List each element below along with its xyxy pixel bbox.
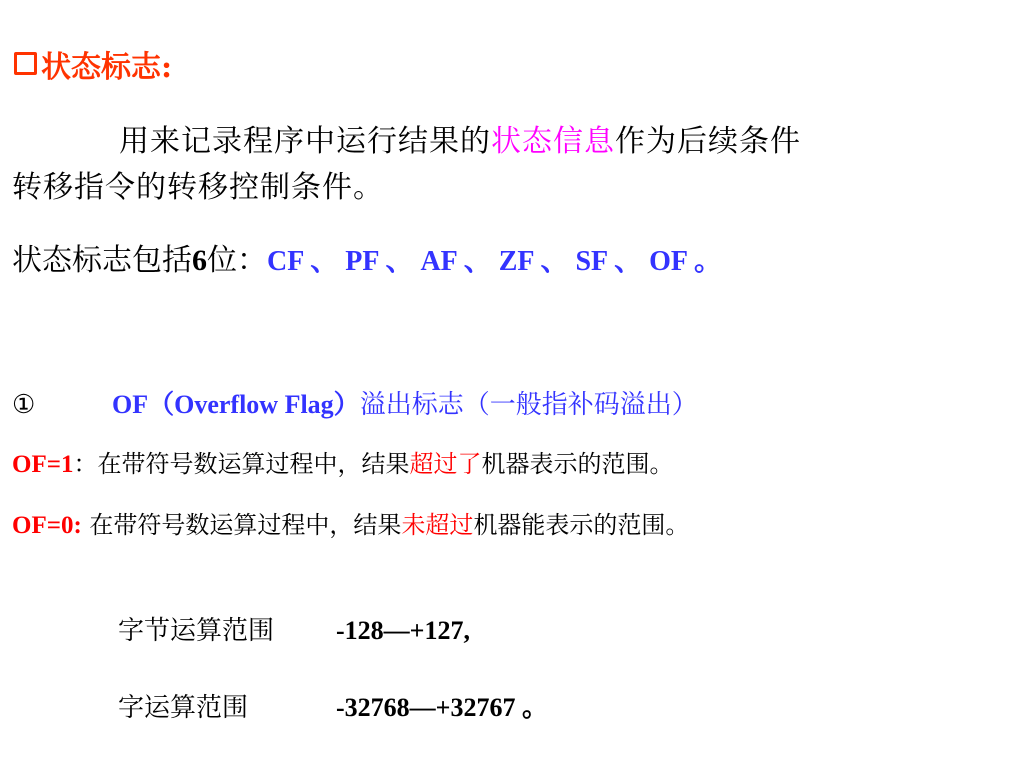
- word-range-value: -32768—+32767 。: [336, 693, 548, 722]
- paragraph-1-line-1: [119, 124, 801, 159]
- byte-range-label: 字节运算范围: [118, 616, 275, 646]
- flags-suffix: 位：: [207, 243, 267, 278]
- flags-count: 6: [192, 244, 207, 277]
- paragraph-2: [12, 243, 722, 278]
- word-range-line: [118, 695, 548, 721]
- of1-highlight: 超过了: [409, 450, 482, 478]
- heading-text: 状态标志: [41, 50, 161, 85]
- of0-text: 在带符号数运算过程中，结果: [81, 511, 402, 539]
- of-flag-description: 溢出标志（一般指补码溢出）: [359, 390, 698, 420]
- heading-colon: :: [161, 50, 173, 85]
- of0-highlight: 未超过: [401, 511, 474, 539]
- byte-range-line: [118, 618, 470, 644]
- byte-range-value: -128—+127,: [336, 616, 470, 645]
- word-range-label: 字运算范围: [118, 693, 249, 723]
- of-equals-1-line: [12, 452, 673, 477]
- item-number: ①: [12, 390, 36, 420]
- of-flag-name: OF（Overflow Flag）: [112, 390, 360, 419]
- of1-label: OF=1: [12, 451, 74, 478]
- of-equals-0-line: [12, 513, 689, 538]
- of1-text: ：在带符号数运算过程中，结果: [73, 450, 410, 478]
- paragraph-1-text: 用来记录程序中运行结果的: [119, 124, 491, 159]
- of1-text-end: 机器表示的范围。: [481, 450, 674, 478]
- status-info-highlight: 状态信息: [491, 124, 615, 159]
- paragraph-1-line-2: 转移指令的转移控制条件。: [12, 170, 384, 205]
- of0-label: OF=0:: [12, 512, 82, 539]
- flags-list: CF 、 PF 、 AF 、 ZF 、 SF 、 OF 。: [267, 246, 722, 277]
- of0-text-end: 机器能表示的范围。: [473, 511, 690, 539]
- section-heading: [14, 52, 172, 83]
- checkbox-icon: [14, 52, 37, 75]
- of-heading: [12, 392, 698, 418]
- paragraph-1-text-end: 作为后续条件: [615, 124, 801, 159]
- flags-prefix: 状态标志包括: [12, 243, 192, 278]
